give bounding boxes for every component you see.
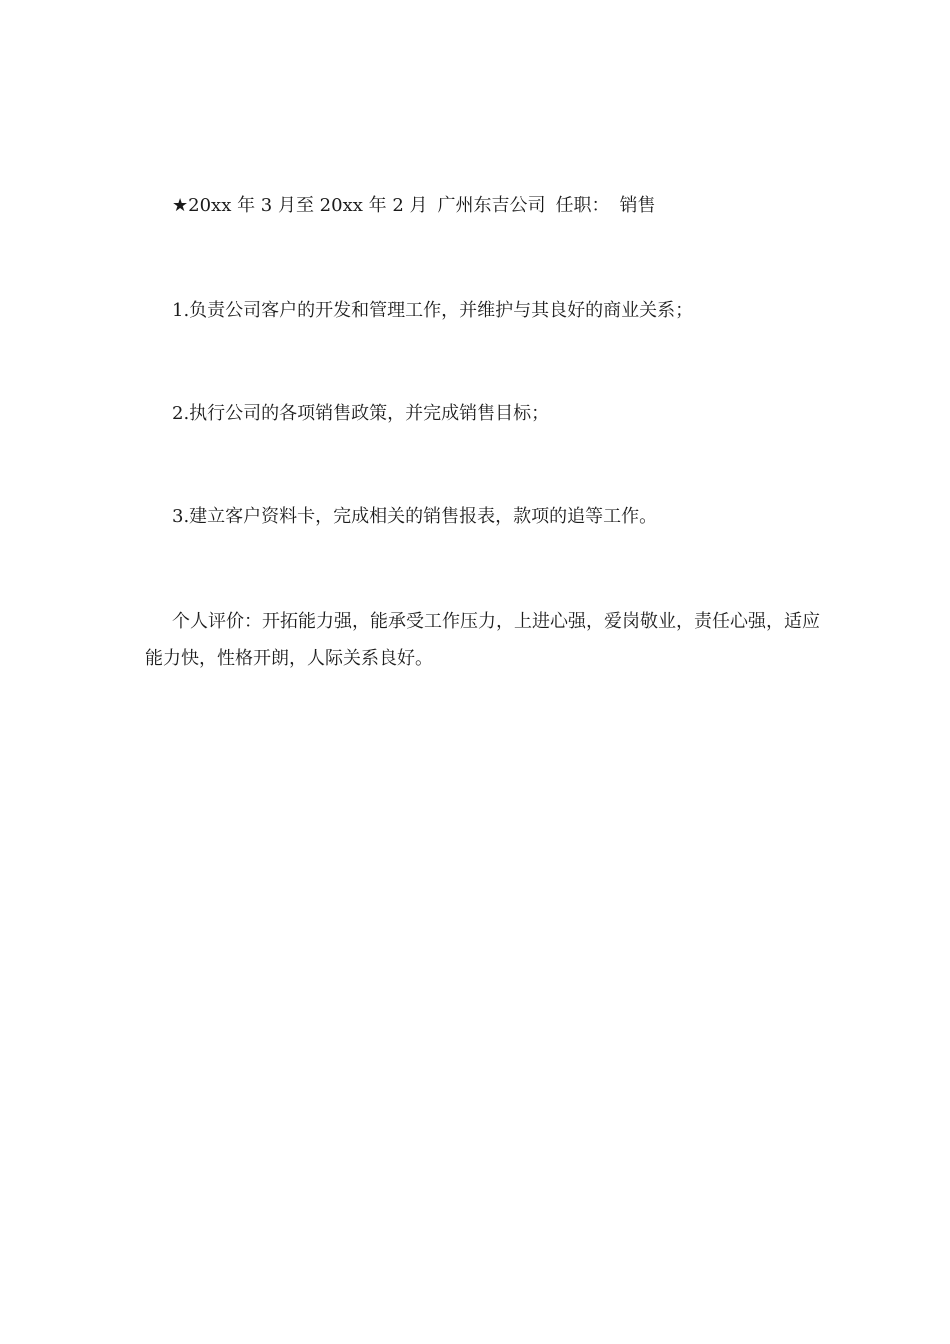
duty-item-2: 2.执行公司的各项销售政策，并完成销售目标； (172, 403, 550, 424)
employment-period: 20xx 年 3 月至 20xx 年 2 月 (188, 195, 428, 216)
job-heading (172, 188, 862, 224)
duty-item-3: 3.建立客户资料卡，完成相关的销售报表，款项的追等工作。 (172, 506, 658, 527)
company-name: 广州东吉公司 (437, 195, 546, 216)
star-icon: ★ (172, 195, 189, 216)
duty-item-1: 1.负责公司客户的开发和管理工作，并维护与其良好的商业关系； (172, 300, 694, 321)
role-label: 任职： (555, 195, 610, 216)
role-value: 销售 (619, 195, 656, 216)
personal-evaluation: 个人评价：开拓能力强，能承受工作压力，上进心强，爱岗敬业，责任心强，适应能力快，性格开朗，人际关系良好。 (145, 611, 820, 669)
